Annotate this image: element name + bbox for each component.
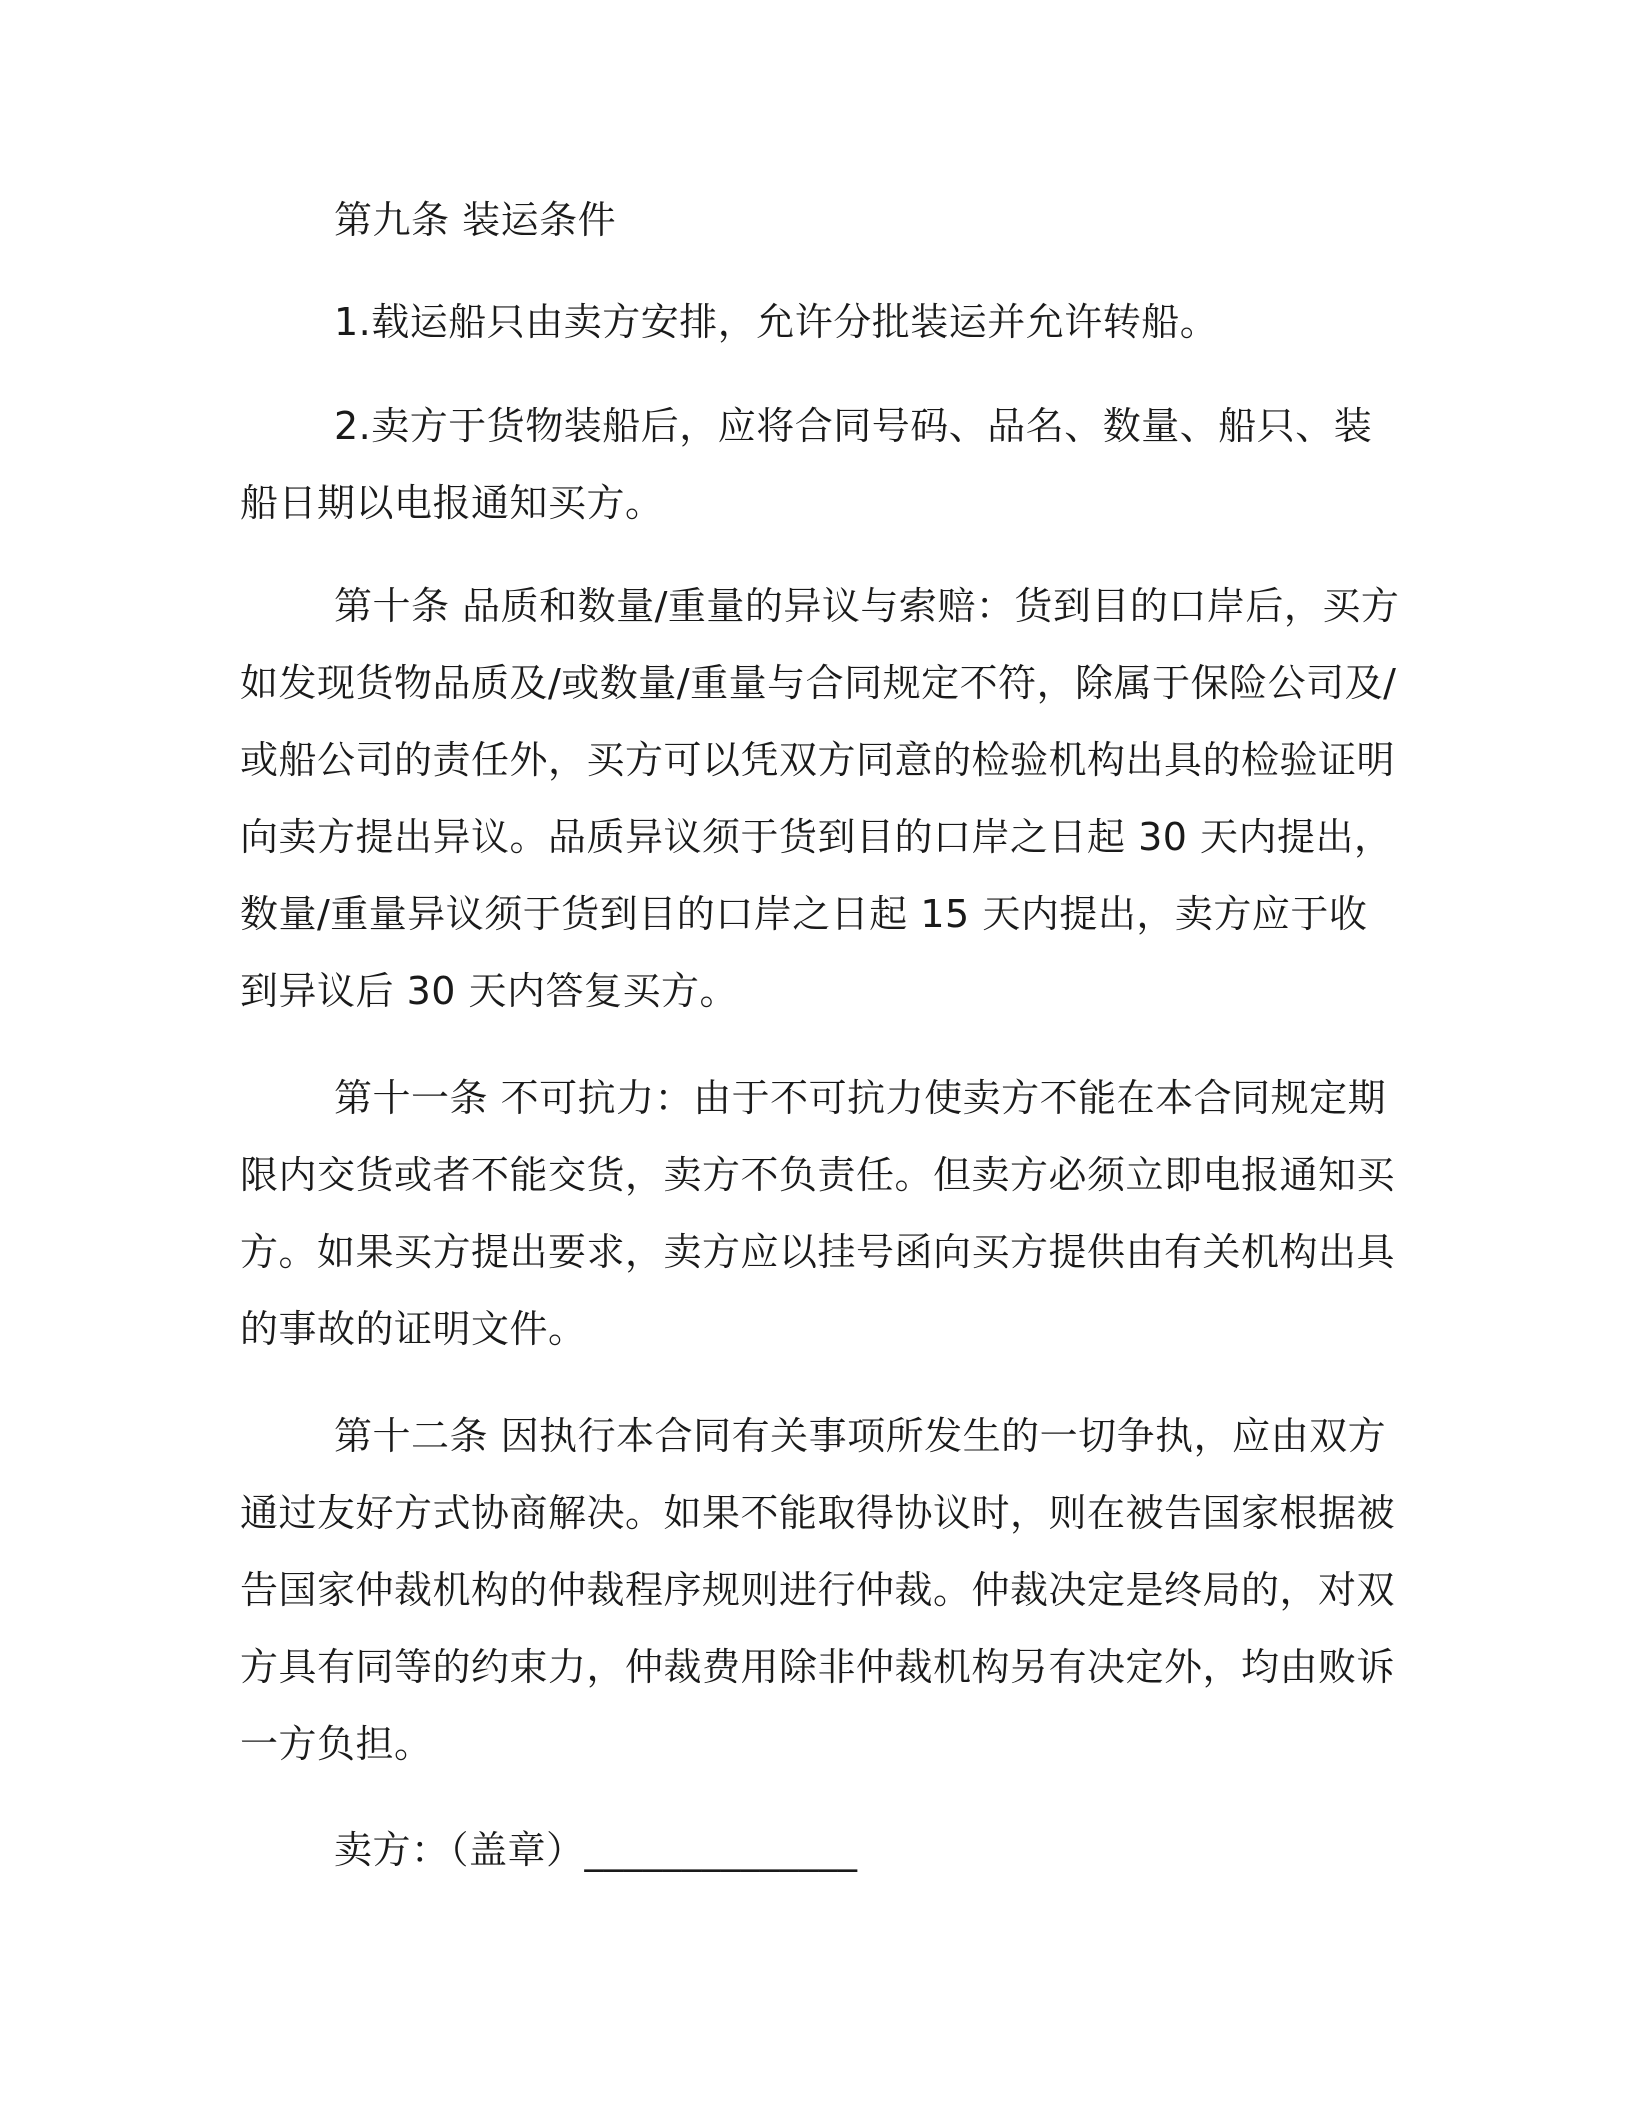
article11-paragraph: 第十一条 不可抗力：由于不可抗力使卖方不能在本合同规定期限内交货或者不能交货，卖方不负责任。但卖方必须立即电报通知买方。如果买方提出要求，卖方应以挂号函向买方提供由有关机构出具的事故的证明文件。 [240, 1076, 1396, 1351]
article9-item-2: 2.卖方于货物装船后，应将合同号码、品名、数量、船只、装船日期以电报通知买方。 [240, 404, 1373, 525]
article9-item-1: 1.载运船只由卖方安排，允许分批装运并允许转船。 [334, 300, 1219, 344]
article12-paragraph: 第十二条 因执行本合同有关事项所发生的一切争执，应由双方通过友好方式协商解决。如果不能取得协议时，则在被告国家根据被告国家仲裁机构的仲裁程序规则进行仲裁。仲裁决定是终局的，对双方具有同等的约束力，仲裁费用除非仲裁机构另有决定外，均由败诉一方负担。 [240, 1414, 1396, 1766]
article9-heading: 第九条 装运条件 [334, 198, 617, 242]
seller-signature-line: 卖方：（盖章）______________ [334, 1828, 858, 1872]
article10-paragraph: 第十条 品质和数量/重量的异议与索赔：货到目的口岸后，买方如发现货物品质及/或数量/重量与合同规定不符，除属于保险公司及/或船公司的责任外，买方可以凭双方同意的检验机构出具的检验证明向卖方提出异议。品质异议须于货到目的口岸之日起 30 天内提出，数量/重量异议须于货到目的口岸之日起 15 天内提出，卖方应于收到异议后 30 天内答复买方。 [240, 584, 1400, 1013]
